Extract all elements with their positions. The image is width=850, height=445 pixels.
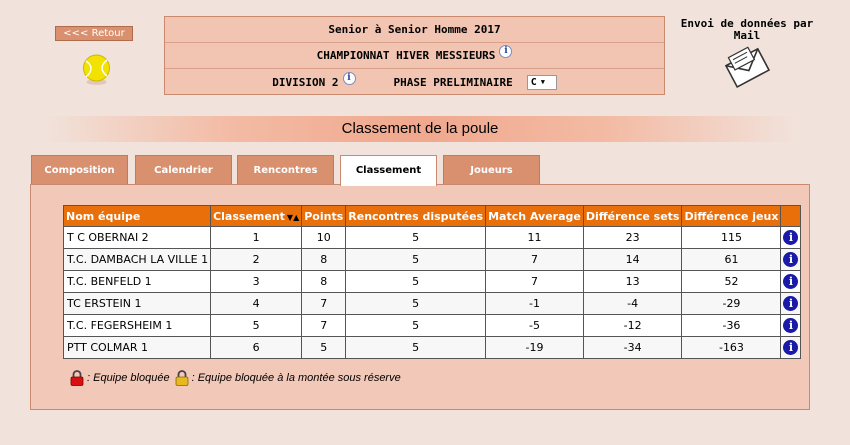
match-average-cell: -1 [486,293,584,315]
info-cell [781,227,801,249]
info-icon[interactable]: i [783,230,798,245]
tab-rencontres[interactable]: Rencontres [237,155,334,184]
games-diff-cell: -163 [682,337,781,359]
tab-classement[interactable]: Classement [340,155,437,186]
matches-cell: 5 [346,227,486,249]
team-name: TC ERSTEIN 1 [64,293,211,315]
points-cell: 7 [302,315,346,337]
division-label: DIVISION 2 [272,75,339,89]
matches-cell: 5 [346,315,486,337]
column-header-ranking[interactable] [211,206,302,227]
sort-down-icon[interactable]: ▼ [286,212,294,222]
sets-diff-cell: -12 [583,315,682,337]
info-icon[interactable]: i [783,340,798,355]
tab-calendrier[interactable]: Calendrier [135,155,232,184]
mail-send-label[interactable]: Envoi de données par Mail [680,17,814,42]
phase-label: PHASE PRELIMINAIRE [393,75,513,89]
column-header-team[interactable]: Nom équipe [64,206,211,227]
tab-composition[interactable]: Composition [31,155,128,184]
matches-cell: 5 [346,337,486,359]
info-icon[interactable]: i [343,72,356,85]
ranking-cell: 3 [211,271,302,293]
tennis-ball-icon [80,53,113,86]
lock-red-icon [70,370,84,386]
table-row [64,227,801,249]
ranking-cell: 4 [211,293,302,315]
match-average-cell: -5 [486,315,584,337]
envelope-icon[interactable] [724,44,770,90]
back-button[interactable]: <<< Retour [55,26,133,41]
table-row [64,315,801,337]
match-average-cell: -19 [486,337,584,359]
sets-diff-cell: 14 [583,249,682,271]
points-cell: 8 [302,249,346,271]
legend-locked-text: : Equipe bloquée [87,372,170,384]
ranking-cell: 1 [211,227,302,249]
poule-select-value: C [530,76,537,88]
column-header-matches[interactable]: Rencontres disputées [346,206,486,227]
column-header-games-diff[interactable]: Différence jeux [682,206,781,227]
tab-joueurs[interactable]: Joueurs [443,155,540,184]
column-header-points[interactable]: Points [302,206,346,227]
ranking-cell: 6 [211,337,302,359]
games-diff-cell: -36 [682,315,781,337]
info-icon[interactable]: i [783,318,798,333]
points-cell: 10 [302,227,346,249]
column-header-ranking-label: Classement [213,209,285,223]
competition-header [164,16,665,95]
info-cell [781,271,801,293]
info-cell [781,315,801,337]
info-icon[interactable]: i [499,45,512,58]
match-average-cell: 11 [486,227,584,249]
table-header-row [64,206,801,227]
games-diff-cell: 52 [682,271,781,293]
sets-diff-cell: 13 [583,271,682,293]
info-icon[interactable]: i [783,252,798,267]
team-name: T.C. FEGERSHEIM 1 [64,315,211,337]
points-cell: 7 [302,293,346,315]
column-header-info [781,206,801,227]
games-diff-cell: 115 [682,227,781,249]
team-name: T C OBERNAI 2 [64,227,211,249]
sets-diff-cell: -34 [583,337,682,359]
info-cell [781,337,801,359]
sets-diff-cell: -4 [583,293,682,315]
column-header-match-average[interactable]: Match Average [486,206,584,227]
legend-locked-promotion-text: : Equipe bloquée à la montée sous réserve [191,372,401,384]
matches-cell: 5 [346,271,486,293]
lock-yellow-icon [175,370,189,386]
column-header-sets-diff[interactable]: Différence sets [583,206,682,227]
games-diff-cell: 61 [682,249,781,271]
competition-title: Senior à Senior Homme 2017 [328,23,501,36]
team-name: PTT COLMAR 1 [64,337,211,359]
team-name: T.C. DAMBACH LA VILLE 1 [64,249,211,271]
team-name: T.C. BENFELD 1 [64,271,211,293]
section-title: Classement de la poule [40,116,800,142]
lock-legend [70,370,401,386]
info-cell [781,249,801,271]
games-diff-cell: -29 [682,293,781,315]
match-average-cell: 7 [486,249,584,271]
info-cell [781,293,801,315]
table-row [64,293,801,315]
sort-up-icon[interactable]: ▲ [293,212,300,222]
ranking-cell: 2 [211,249,302,271]
match-average-cell: 7 [486,271,584,293]
poule-select[interactable] [527,75,557,90]
table-row [64,271,801,293]
table-row [64,249,801,271]
standings-table [63,205,801,359]
points-cell: 5 [302,337,346,359]
sets-diff-cell: 23 [583,227,682,249]
info-icon[interactable]: i [783,274,798,289]
championship-name: CHAMPIONNAT HIVER MESSIEURS [316,49,496,62]
matches-cell: 5 [346,249,486,271]
table-row [64,337,801,359]
info-icon[interactable]: i [783,296,798,311]
points-cell: 8 [302,271,346,293]
ranking-cell: 5 [211,315,302,337]
chevron-down-icon: ▼ [540,78,545,86]
matches-cell: 5 [346,293,486,315]
